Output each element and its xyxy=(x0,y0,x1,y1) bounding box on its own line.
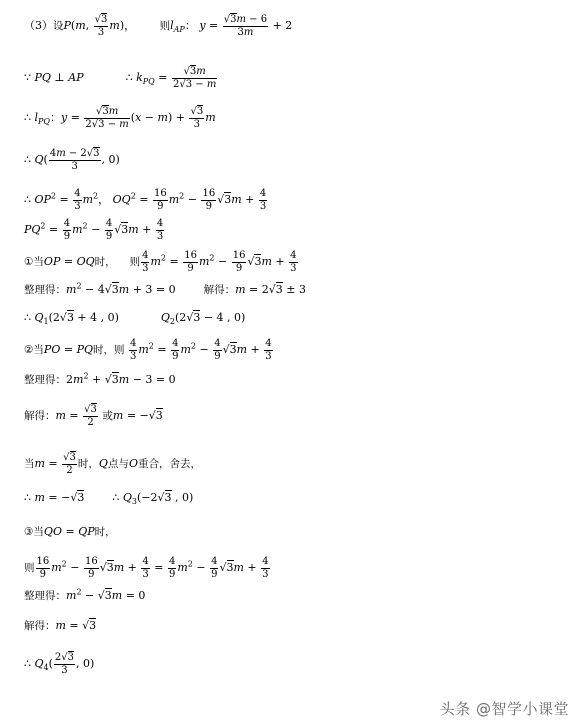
solution-line-1: （3）设P(m, $\frac{√3}{3}$ m)， 则$l_{AP}$： y = $\frac{√3m - 6}{3m}$ + 2 xyxy=(24,14,293,38)
solution-line-11: 整理得：$2m^2 + √3m - 3 = 0$ xyxy=(24,371,176,386)
solution-line-19: ∴ $Q_4$( $\frac{2√3}{3}$ , 0) xyxy=(24,652,95,676)
solution-line-2: ∵ PQ ⊥ AP ∴ $k_{PQ}$ = $\frac{√3m}{2√3 - m}$ xyxy=(24,66,217,90)
watermark: 头条 @智学小课堂 xyxy=(439,700,569,718)
solution-line-5: ∴ $OP^2$ = $\frac{4}{3}$ $m^2$， $OQ^2$ = $\frac{16}{9}$ $m^2$ − $\frac{16}{9}$ √3m + $\frac{4}{3}$ xyxy=(24,188,267,212)
solution-line-13: 当m = $\frac{√3}{2}$ 时，Q点与O重合，舍去， xyxy=(24,452,201,476)
solution-line-7: ①当OP = OQ时， 则 $\frac{4}{3}$ $m^2$ = $\frac{16}{9}$ $m^2$ − $\frac{16}{9}$ √3m + $\frac{4}{3}$ xyxy=(24,250,297,274)
solution-line-17: 整理得：$m^2 - √3m = 0$ xyxy=(24,587,146,602)
solution-line-6: $PQ^2$ = $\frac{4}{9}$ $m^2$ − $\frac{4}{9}$ √3m + $\frac{4}{3}$ xyxy=(24,218,164,242)
solution-line-16: 则 $\frac{16}{9}$ $m^2$ − $\frac{16}{9}$ √3m + $\frac{4}{3}$ = $\frac{4}{9}$ $m^2$ − $\frac{4}{9}$ √3m + $\frac{4}{3}$ xyxy=(24,556,269,580)
solution-line-9: ∴ $Q_1(2√3 + 4$ , 0) $Q_2(2√3 - 4$ , 0) xyxy=(24,311,246,327)
solution-line-4: ∴ Q( $\frac{4m - 2√3}{3}$ , 0) xyxy=(24,148,120,172)
solution-line-15: ③当QO = QP时， xyxy=(24,525,116,538)
solution-line-18: 解得：m = √3 xyxy=(24,619,97,632)
solution-line-10: ②当PO = PQ时，则 $\frac{4}{3}$ $m^2$ = $\frac{4}{9}$ $m^2$ − $\frac{4}{9}$ √3m + $\frac{4}{3}$ xyxy=(24,338,272,362)
solution-line-12: 解得：m = $\frac{√3}{2}$ 或m = −√3 xyxy=(24,404,163,428)
solution-line-3: ∴ $l_{PQ}$：y = $\frac{√3m}{2√3 - m}$ (x − m) + $\frac{√3}{3}$ m xyxy=(24,106,216,130)
solution-line-8: 整理得：$m^2 - 4√3m + 3 = 0$ 解得：m = 2√3 ± 3 xyxy=(24,281,306,296)
solution-line-14: ∴ m = −√3 ∴ $Q_3(-2√3$ , 0) xyxy=(24,491,194,507)
